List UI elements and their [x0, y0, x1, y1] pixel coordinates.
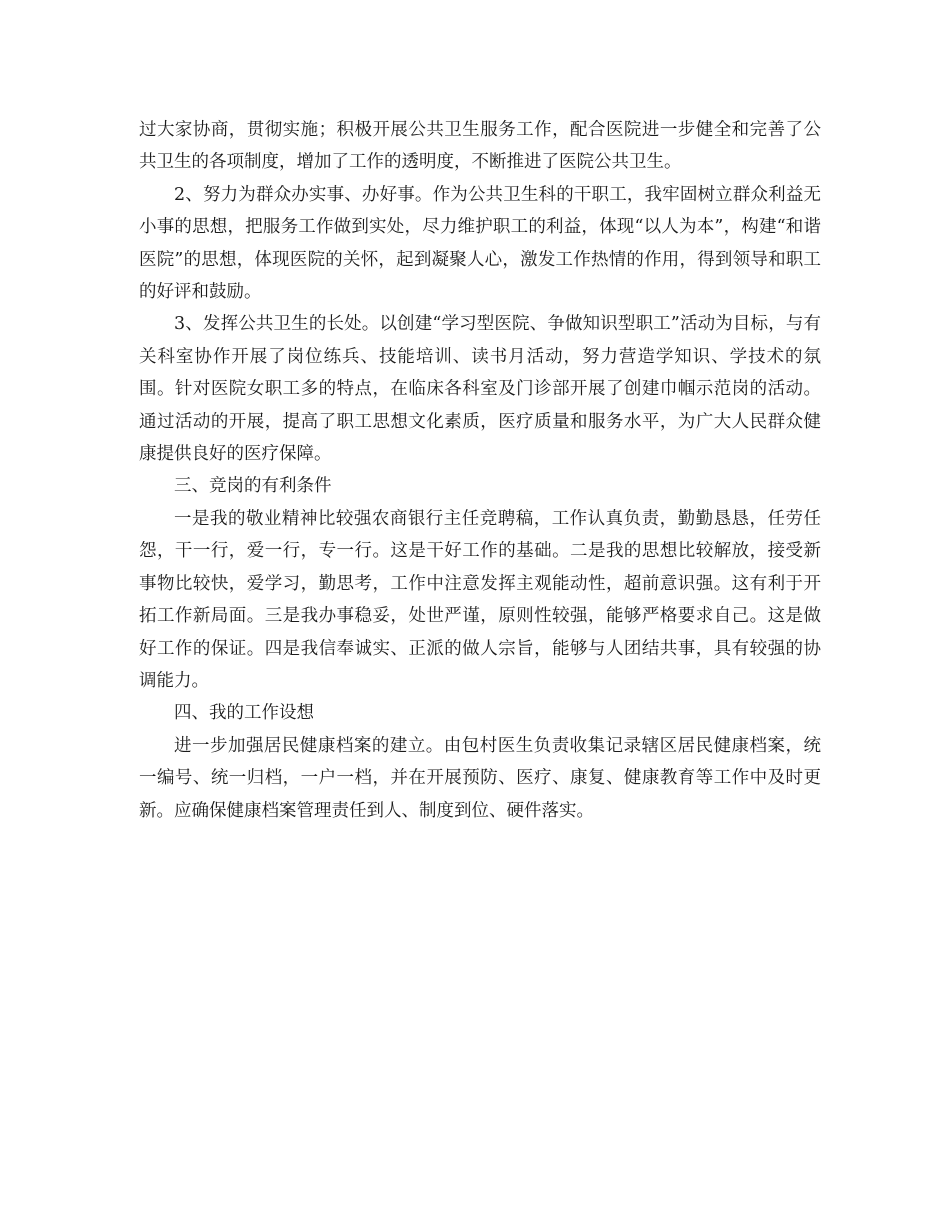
paragraph-continuation: 过大家协商，贯彻实施；积极开展公共卫生服务工作，配合医院进一步健全和完善了公共卫生的各项制度，增加了工作的透明度，不断推进了医院公共卫生。 — [139, 120, 821, 173]
paragraph-work-plan: 进一步加强居民健康档案的建立。由包村医生负责收集记录辖区居民健康档案，统一编号、统一归档，一户一档，并在开展预防、医疗、康复、健康教育等工作中及时更新。应确保健康档案管理责任到人、制度到位、硬件落实。 — [139, 735, 821, 821]
paragraph-item-2: 2、努力为群众办实事、办好事。作为公共卫生科的干职工，我牢固树立群众利益无小事的思想，把服务工作做到实处，尽力维护职工的利益，体现“以人为本”，构建“和谐医院”的思想，体现医院的关怀，起到凝聚人心，激发工作热情的作用，得到领导和职工的好评和鼓励。 — [139, 184, 821, 303]
document-body — [139, 114, 821, 827]
paragraph-item-3: 3、发挥公共卫生的长处。以创建“学习型医院、争做知识型职工”活动为目标，与有关科室协作开展了岗位练兵、技能培训、读书月活动，努力营造学知识、学技术的氛围。针对医院女职工多的特点，在临床各科室及门诊部开展了创建巾帼示范岗的活动。通过活动的开展，提高了职工思想文化素质，医疗质量和服务水平，为广大人民群众健康提供良好的医疗保障。 — [139, 314, 821, 465]
section-heading-4: 四、我的工作设想 — [174, 703, 314, 724]
section-heading-3: 三、竞岗的有利条件 — [174, 476, 332, 497]
paragraph-advantages: 一是我的敬业精神比较强农商银行主任竞聘稿，工作认真负责，勤勤恳恳，任劳任怨，干一行，爱一行，专一行。这是干好工作的基础。二是我的思想比较解放，接受新事物比较快，爱学习，勤思考，工作中注意发挥主观能动性，超前意识强。这有利于开拓工作新局面。三是我办事稳妥，处世严谨，原则性较强，能够严格要求自己。这是做好工作的保证。四是我信奉诚实、正派的做人宗旨，能够与人团结共事，具有较强的协调能力。 — [139, 508, 821, 691]
